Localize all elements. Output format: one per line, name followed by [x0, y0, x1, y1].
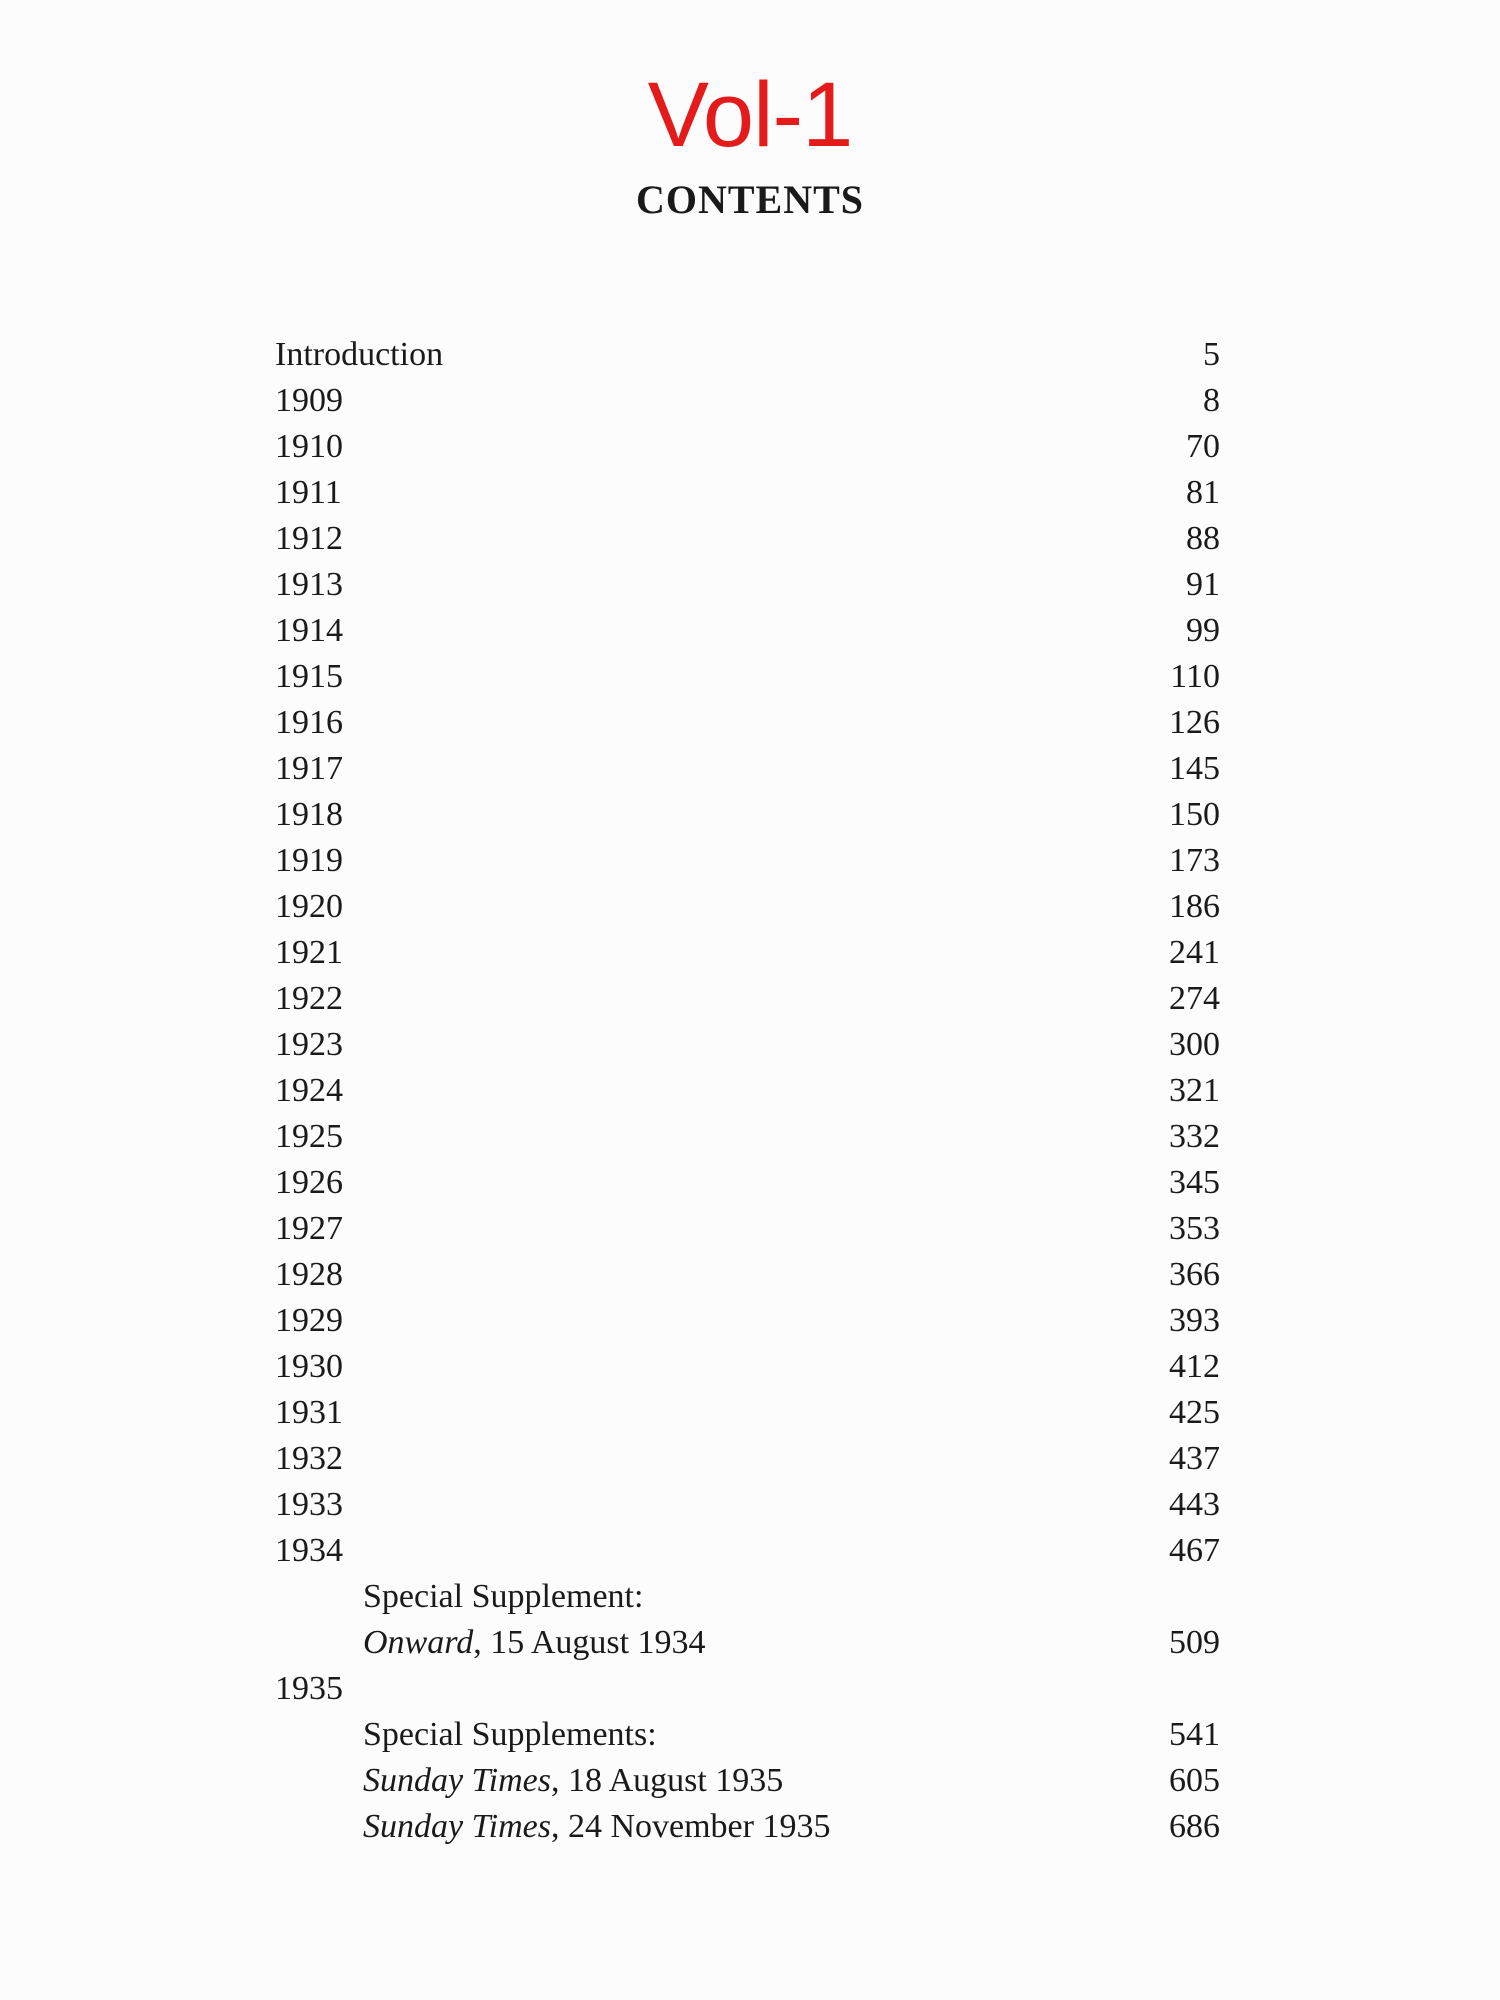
entry-label: 1933 — [275, 1486, 343, 1523]
publication-date: , 18 August 1935 — [550, 1762, 784, 1799]
entry-label: 1932 — [275, 1440, 343, 1477]
toc-row — [275, 516, 1220, 562]
supplement-title — [363, 1758, 783, 1804]
supplement-1934-item-row — [275, 1620, 1220, 1666]
page-number: 332 — [1169, 1118, 1220, 1155]
page-number: 443 — [1169, 1486, 1220, 1523]
page-number: 393 — [1169, 1302, 1220, 1339]
entry-label: 1919 — [275, 842, 343, 879]
toc-row — [275, 608, 1220, 654]
page-number: 509 — [1169, 1624, 1220, 1661]
entry-label: 1912 — [275, 520, 343, 557]
publication-date: , 15 August 1934 — [473, 1624, 706, 1661]
page-number: 5 — [1203, 336, 1220, 373]
page-number: 99 — [1186, 612, 1220, 649]
toc-row — [275, 746, 1220, 792]
entry-label: 1918 — [275, 796, 343, 833]
toc-row — [275, 332, 1220, 378]
entry-label: 1929 — [275, 1302, 343, 1339]
page-number: 345 — [1169, 1164, 1220, 1201]
publication-name: Onward — [363, 1624, 474, 1661]
entry-label: 1917 — [275, 750, 343, 787]
page-number: 366 — [1169, 1256, 1220, 1293]
supplement-heading: Special Supplement: — [363, 1578, 644, 1615]
publication-name: Sunday Times — [363, 1762, 551, 1799]
page-number: 467 — [1169, 1532, 1220, 1569]
entry-label: 1914 — [275, 612, 343, 649]
toc-row — [275, 884, 1220, 930]
page-number: 81 — [1186, 474, 1220, 511]
entry-label: 1921 — [275, 934, 343, 971]
toc-row — [275, 424, 1220, 470]
page-number: 321 — [1169, 1072, 1220, 1109]
entry-label: 1931 — [275, 1394, 343, 1431]
supplement-1934-heading-row — [275, 1574, 1220, 1620]
page-number: 8 — [1203, 382, 1220, 419]
entry-label: 1916 — [275, 704, 343, 741]
toc-row — [275, 562, 1220, 608]
toc-row — [275, 700, 1220, 746]
toc-row — [275, 1482, 1220, 1528]
toc-row — [275, 1344, 1220, 1390]
page-number: 300 — [1169, 1026, 1220, 1063]
page-number: 686 — [1169, 1808, 1220, 1845]
entry-label: 1911 — [275, 474, 342, 511]
publication-date: , 24 November 1935 — [550, 1808, 831, 1845]
page-number: 150 — [1169, 796, 1220, 833]
toc-row — [275, 1298, 1220, 1344]
page-number: 605 — [1169, 1762, 1220, 1799]
toc-row — [275, 792, 1220, 838]
page-number: 425 — [1169, 1394, 1220, 1431]
toc-row — [275, 1160, 1220, 1206]
page-number: 412 — [1169, 1348, 1220, 1385]
toc-row — [275, 1390, 1220, 1436]
contents-heading: CONTENTS — [635, 177, 865, 222]
page-number: 437 — [1169, 1440, 1220, 1477]
toc-row — [275, 1068, 1220, 1114]
entry-label: 1934 — [275, 1532, 343, 1569]
entry-label: 1925 — [275, 1118, 343, 1155]
supplement-1935-item-row — [275, 1758, 1220, 1804]
toc-row — [275, 470, 1220, 516]
year-label: 1935 — [275, 1670, 343, 1707]
page-number: 110 — [1170, 658, 1220, 695]
page-number: 145 — [1169, 750, 1220, 787]
page-number: 88 — [1186, 520, 1220, 557]
toc-row — [275, 930, 1220, 976]
toc-row — [275, 1252, 1220, 1298]
publication-name: Sunday Times — [363, 1808, 551, 1845]
page-number: 541 — [1169, 1716, 1220, 1753]
supplement-heading: Special Supplements: — [363, 1716, 657, 1753]
page-number: 274 — [1169, 980, 1220, 1017]
toc-row — [275, 976, 1220, 1022]
toc-row — [275, 654, 1220, 700]
supplement-1935-heading-row — [275, 1712, 1220, 1758]
entry-label: 1928 — [275, 1256, 343, 1293]
page-number: 70 — [1186, 428, 1220, 465]
entry-label: 1926 — [275, 1164, 343, 1201]
toc-row — [275, 1206, 1220, 1252]
toc-row — [275, 1114, 1220, 1160]
supplement-title — [363, 1804, 830, 1850]
supplement-title — [363, 1620, 706, 1666]
volume-label: Vol-1 — [647, 64, 853, 166]
toc-row — [275, 838, 1220, 884]
page-number: 353 — [1169, 1210, 1220, 1247]
toc-row — [275, 1022, 1220, 1068]
entry-label: 1922 — [275, 980, 343, 1017]
toc-year-list — [275, 332, 1220, 1574]
page-number: 173 — [1169, 842, 1220, 879]
page-number: 241 — [1169, 934, 1220, 971]
page-number: 91 — [1186, 566, 1220, 603]
page-number: 126 — [1169, 704, 1220, 741]
entry-label: 1913 — [275, 566, 343, 603]
entry-label: 1924 — [275, 1072, 343, 1109]
entry-label: 1927 — [275, 1210, 343, 1247]
entry-label: 1920 — [275, 888, 343, 925]
page-number: 186 — [1169, 888, 1220, 925]
entry-label: 1910 — [275, 428, 343, 465]
toc-row — [275, 378, 1220, 424]
entry-label: 1909 — [275, 382, 343, 419]
entry-label: Introduction — [275, 336, 444, 373]
supplement-1935-item-row — [275, 1804, 1220, 1850]
entry-label: 1915 — [275, 658, 343, 695]
entry-label: 1930 — [275, 1348, 343, 1385]
toc-row — [275, 1528, 1220, 1574]
table-of-contents — [275, 332, 1220, 1850]
toc-row — [275, 1436, 1220, 1482]
toc-row-1935 — [275, 1666, 1220, 1712]
entry-label: 1923 — [275, 1026, 343, 1063]
